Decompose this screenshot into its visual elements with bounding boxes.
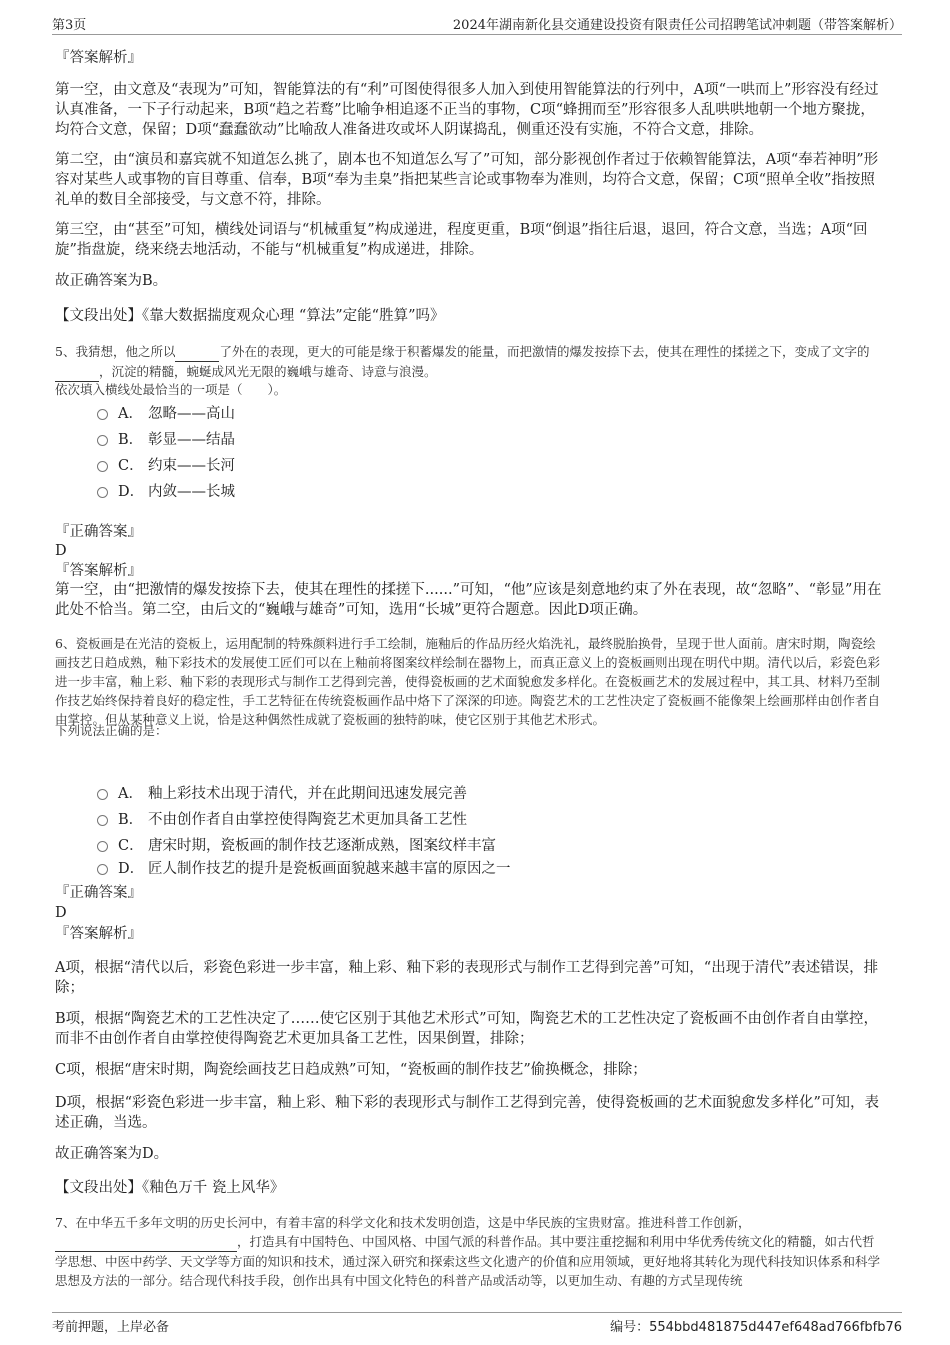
radio-button[interactable] [97, 864, 108, 875]
question-5-prompt: 依次填入横线处最恰当的一项是（ ）。 [55, 382, 287, 397]
question-6-prompt: 下列说法正确的是： [55, 723, 168, 738]
option-q6-a[interactable]: A． 釉上彩技术出现于清代，并在此期间迅速发展完善 [97, 782, 467, 803]
radio-button[interactable] [97, 409, 108, 420]
radio-button[interactable] [97, 461, 108, 472]
analysis-q6-b: B项，根据“陶瓷艺术的工艺性决定了……使它区别于其他艺术形式”可知，陶瓷艺术的工艺性决定了瓷板画不由创作者自由掌控，而非不由创作者自由掌控使得陶瓷艺术更加具备工艺性，因果倒置，排除； [55, 1011, 878, 1047]
radio-button[interactable] [97, 435, 108, 446]
footer-slogan: 考前押题，上岸必备 [52, 1320, 170, 1335]
analysis-q6-d: D项，根据“彩瓷色彩进一步丰富，釉上彩、釉下彩的表现形式与制作工艺得到完善，使得瓷板画的艺术面貌愈发多样化”可知，表述正确，当选。 [55, 1095, 879, 1131]
analysis-para-3: 第三空，由“甚至”可知，横线处词语与“机械重复”构成递进，程度更重，B项“倒退”指往后退，退回，符合文意，当选；A项“回旋”指盘旋，绕来绕去地活动，不能与“机械重复”构成递进，排除。 [55, 222, 868, 258]
answer-q6: D [55, 905, 67, 921]
radio-button[interactable] [97, 841, 108, 852]
option-q6-b[interactable]: B． 不由创作者自由掌控使得陶瓷艺术更加具备工艺性 [97, 808, 467, 829]
radio-button[interactable] [97, 789, 108, 800]
question-6-passage: 6、瓷板画是在光洁的瓷板上，运用配制的特殊颜料进行手工绘制，施釉后的作品历经火焰洗礼，最终脱胎换骨，呈现于世人面前。唐宋时期，陶瓷绘画技艺日趋成熟，釉下彩技术的发展使工匠们可以在上釉前将图案纹样绘制在器物上，而真正意义上的瓷板画则出现在明代中期。清代以后，彩瓷色彩进一步丰富，釉上彩、釉下彩的表现形式与制作工艺得到完善，使得瓷板画的艺术面貌愈发多样化。在瓷板画艺术的发展过程中，其工具、材料乃至制作技艺始终保持着良好的稳定性，手工艺特征在传统瓷板画作品中烙下了深深的印迹。陶瓷艺术的工艺性决定了瓷板画不能像架上绘画那样由创作者自由掌控。但从某种意义上说，恰是这种偶然性成就了瓷板画的独特韵味，使它区别于其他艺术形式。 [55, 636, 881, 727]
question-7-stem: 7、在中华五千多年文明的历史长河中，有着丰富的科学文化和技术发明创造，这是中华民族的宝贵财富。推进科普工作创新， ，打造具有中国特色、中国风格、中国气派的科普作品。其中要注重挖掘和利用中华优秀传统文化的精髓，如古代哲学思想、中医中药学、天文学等方面的知识和技术，通过深入研究和探索这些文化遗产的价值和应用领域，更好地将其转化为现代科技知识体系和科学思想及方法的一部分。结合现代科技手段，创作出具有中国文化特色的科普产品或活动等，以更加生动、有趣的方式呈现传统 [55, 1215, 881, 1288]
analysis-para-2: 第二空，由“演员和嘉宾就不知道怎么挑了，剧本也不知道怎么写了”可知，部分影视创作者过于依赖智能算法，A项“奉若神明”形容对某些人或事物的盲目尊重、信奉，B项“奉为圭臬”指把某些言论或事物奉为准则，均符合文意，保留；C项“照单全收”指按照礼单的数目全部接受，与文意不符，排除。 [55, 152, 879, 208]
fill-blank [175, 342, 219, 362]
source-q4: 【文段出处】《靠大数据揣度观众心理 “算法”定能“胜算”吗》 [55, 308, 445, 324]
page-header [52, 12, 902, 35]
analysis-para-1: 第一空，由文意及“表现为”可知，智能算法的有“利”可图使得很多人加入到使用智能算法的行列中，A项“一哄而上”形容没有经过认真准备，一下子行动起来，B项“趋之若鹜”比喻争相追逐不正当的事物，C项“蜂拥而至”形容很多人乱哄哄地朝一个地方聚拢，均符合文意，保留；D项“蠢蠢欲动”比喻敌人准备进攻或坏人阴谋捣乱，侧重还没有实施，不符合文意，排除。 [55, 82, 879, 138]
answer-q5: D [55, 543, 67, 559]
fill-blank [55, 362, 99, 382]
analysis-q6-c: C项，根据“唐宋时期，陶瓷绘画技艺日趋成熟”可知，“瓷板画的制作技艺”偷换概念，排除； [55, 1062, 647, 1078]
document-code: 编号：554bbd481875d447ef648ad766fbfb76 [610, 1320, 902, 1335]
answer-heading-q5: 『正确答案』 [55, 524, 142, 540]
source-q6: 【文段出处】《釉色万千 瓷上风华》 [55, 1180, 285, 1196]
radio-button[interactable] [97, 487, 108, 498]
fill-blank [55, 1232, 237, 1252]
conclusion-q6: 故正确答案为D。 [55, 1146, 169, 1162]
option-q6-d[interactable]: D． 匠人制作技艺的提升是瓷板画面貌越来越丰富的原因之一 [97, 857, 511, 878]
option-q5-b[interactable]: B． 彰显——结晶 [97, 428, 235, 449]
page-footer [52, 1312, 902, 1333]
analysis-heading-q6: 『答案解析』 [55, 926, 142, 942]
option-q6-c[interactable]: C． 唐宋时期，瓷板画的制作技艺逐渐成熟，图案纹样丰富 [97, 834, 496, 855]
document-title: 2024年湖南新化县交通建设投资有限责任公司招聘笔试冲刺题（带答案解析） [452, 18, 902, 33]
option-q5-c[interactable]: C． 约束——长河 [97, 454, 235, 475]
analysis-q6-a: A项，根据“清代以后，彩瓷色彩进一步丰富，釉上彩、釉下彩的表现形式与制作工艺得到完善”可知，“出现于清代”表述错误，排除； [55, 960, 879, 996]
question-5-stem: 5、我猜想，他之所以 了外在的表现，更大的可能是缘于积蓄爆发的能量，而把激情的爆发按捺下去，使其在理性的揉搓之下，变成了文字的 ，沉淀的精髓，蜿蜒成风光无限的巍峨与雄奇、诗意与浪漫。 [55, 342, 885, 382]
conclusion-q4: 故正确答案为B。 [55, 273, 168, 289]
option-q5-d[interactable]: D． 内敛——长城 [97, 480, 235, 501]
analysis-heading-q4: 『答案解析』 [55, 50, 142, 66]
analysis-q5: 第一空，由“把激情的爆发按捺下去，使其在理性的揉搓下......”可知，“他”应该是刻意地约束了外在表现，故“忽略”、“彰显”用在此处不恰当。第二空，由后文的“巍峨与雄奇”可知，选用“长城”更符合题意。因此D项正确。 [55, 582, 882, 618]
answer-heading-q6: 『正确答案』 [55, 885, 142, 901]
analysis-heading-q5: 『答案解析』 [55, 563, 142, 579]
page-number: 第3页 [52, 18, 87, 33]
option-q5-a[interactable]: A． 忽略——高山 [97, 402, 235, 423]
radio-button[interactable] [97, 815, 108, 826]
